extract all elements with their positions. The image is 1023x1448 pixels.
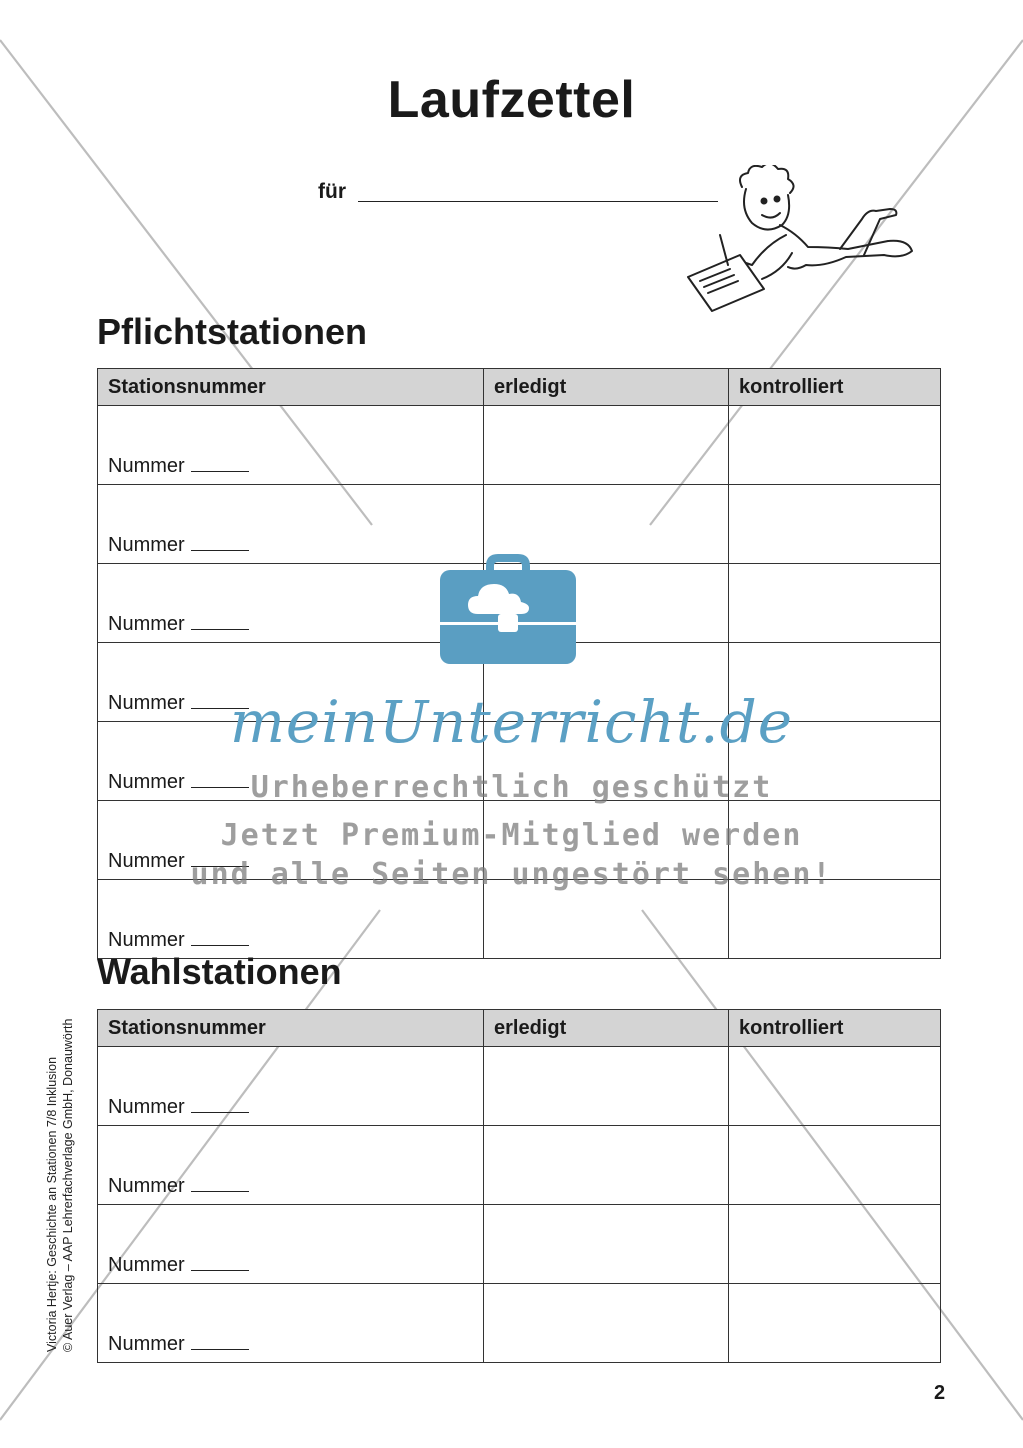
station-number-label: Nummer: [108, 1333, 185, 1355]
header-checked: kontrolliert: [729, 369, 941, 406]
optional-section-title: Wahlstationen: [97, 951, 342, 992]
station-number-cell[interactable]: [98, 1126, 484, 1205]
header-done: erledigt: [484, 369, 729, 406]
done-cell[interactable]: [484, 1126, 729, 1205]
station-number-cell[interactable]: [98, 485, 484, 564]
station-number-label: Nummer: [108, 534, 185, 556]
page-number: 2: [934, 1382, 946, 1404]
header-done: erledigt: [484, 1010, 729, 1047]
credit-line-author: Victoria Hertje: Geschichte an Stationen 7/8 Inklusion: [45, 1056, 59, 1352]
table-row: [98, 1205, 941, 1284]
checked-cell[interactable]: [729, 1047, 941, 1126]
done-cell[interactable]: [484, 1205, 729, 1284]
watermark-brand: meinUnterricht.de: [229, 688, 794, 756]
number-blank-line[interactable]: [191, 1270, 249, 1271]
number-blank-line[interactable]: [191, 629, 249, 630]
table-row: [98, 406, 941, 485]
table-row: [98, 1047, 941, 1126]
checked-cell[interactable]: [729, 1284, 941, 1363]
table-header-row: [98, 369, 941, 406]
station-number-label: Nummer: [108, 613, 185, 635]
station-number-label: Nummer: [108, 1096, 185, 1118]
checked-cell[interactable]: [729, 564, 941, 643]
watermark-premium-text: Jetzt Premium-Mitglied werden: [220, 818, 803, 853]
header-station-number: Stationsnummer: [98, 369, 484, 406]
student-writing-illustration: [680, 165, 950, 320]
for-label: für: [318, 180, 346, 203]
checked-cell[interactable]: [729, 1126, 941, 1205]
station-number-label: Nummer: [108, 771, 185, 793]
station-number-label: Nummer: [108, 455, 185, 477]
mandatory-section-title: Pflichtstationen: [97, 311, 368, 352]
number-blank-line[interactable]: [191, 1112, 249, 1113]
station-number-label: Nummer: [108, 850, 185, 872]
done-cell[interactable]: [484, 1047, 729, 1126]
checked-cell[interactable]: [729, 485, 941, 564]
number-blank-line[interactable]: [191, 945, 249, 946]
station-number-cell[interactable]: [98, 1047, 484, 1126]
optional-stations-table: [97, 1009, 941, 1363]
station-number-cell[interactable]: [98, 1284, 484, 1363]
station-number-cell[interactable]: [98, 1205, 484, 1284]
number-blank-line[interactable]: [191, 1349, 249, 1350]
station-number-label: Nummer: [108, 929, 185, 951]
page-title: Laufzettel: [387, 71, 636, 129]
header-station-number: Stationsnummer: [98, 1010, 484, 1047]
watermark-copyright-text: Urheberrechtlich geschützt: [250, 770, 773, 805]
done-cell[interactable]: [484, 1284, 729, 1363]
number-blank-line[interactable]: [191, 550, 249, 551]
station-number-label: Nummer: [108, 692, 185, 714]
checked-cell[interactable]: [729, 406, 941, 485]
watermark-view-text: und alle Seiten ungestört sehen!: [190, 857, 833, 892]
name-field-line[interactable]: [358, 201, 718, 202]
briefcase-cloud-icon: [438, 552, 578, 667]
number-blank-line[interactable]: [191, 471, 249, 472]
checked-cell[interactable]: [729, 1205, 941, 1284]
number-blank-line[interactable]: [191, 1191, 249, 1192]
station-number-cell[interactable]: [98, 564, 484, 643]
table-header-row: [98, 1010, 941, 1047]
table-row: [98, 1284, 941, 1363]
header-checked: kontrolliert: [729, 1010, 941, 1047]
table-row: [98, 1126, 941, 1205]
station-number-label: Nummer: [108, 1175, 185, 1197]
station-number-label: Nummer: [108, 1254, 185, 1276]
station-number-cell[interactable]: [98, 406, 484, 485]
publisher-credit: [44, 1019, 76, 1352]
done-cell[interactable]: [484, 406, 729, 485]
credit-line-publisher: © Auer Verlag – AAP Lehrerfachverlage GmbH, Donauwörth: [61, 1018, 75, 1352]
